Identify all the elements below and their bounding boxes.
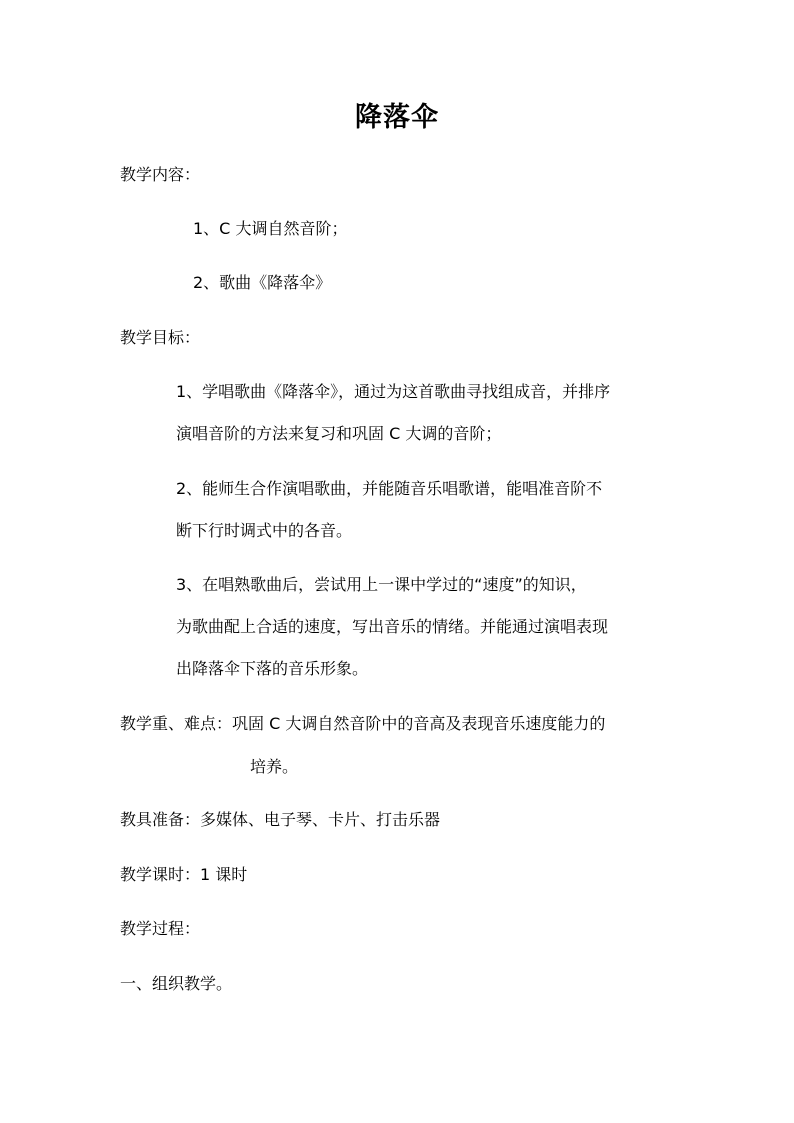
teaching-aids: 教具准备：多媒体、电子琴、卡片、打击乐器: [120, 810, 441, 829]
class-hours: 教学课时：1 课时: [120, 865, 248, 884]
objective-3-line-3: 出降落伞下落的音乐形象。: [176, 659, 369, 678]
objective-3-line-2: 为歌曲配上合适的速度，写出音乐的情绪。并能通过演唱表现: [176, 617, 609, 636]
objective-1-line-2: 演唱音阶的方法来复习和巩固 C 大调的音阶；: [176, 424, 502, 443]
objective-3-line-1: 3、在唱熟歌曲后，尝试用上一课中学过的“速度”的知识，: [176, 575, 587, 594]
section-heading-objectives: 教学目标：: [120, 328, 201, 347]
document-title: 降落伞: [355, 102, 439, 133]
key-difficult-points-line-2: 培养。: [250, 757, 299, 776]
objective-2-line-1: 2、能师生合作演唱歌曲，并能随音乐唱歌谱，能唱准音阶不: [176, 479, 603, 498]
objective-1-line-1: 1、学唱歌曲《降落伞》，通过为这首歌曲寻找组成音，并排序: [176, 382, 611, 401]
section-heading-content: 教学内容：: [120, 165, 201, 184]
content-item-2: 2、歌曲《降落伞》: [193, 273, 332, 292]
process-step-1: 一、组织教学。: [120, 974, 233, 993]
content-item-1: 1、C 大调自然音阶；: [193, 219, 348, 238]
section-heading-process: 教学过程：: [120, 919, 201, 938]
objective-2-line-2: 断下行时调式中的各音。: [176, 521, 353, 540]
key-difficult-points-line-1: 教学重、难点：巩固 C 大调自然音阶中的音高及表现音乐速度能力的: [120, 714, 606, 733]
